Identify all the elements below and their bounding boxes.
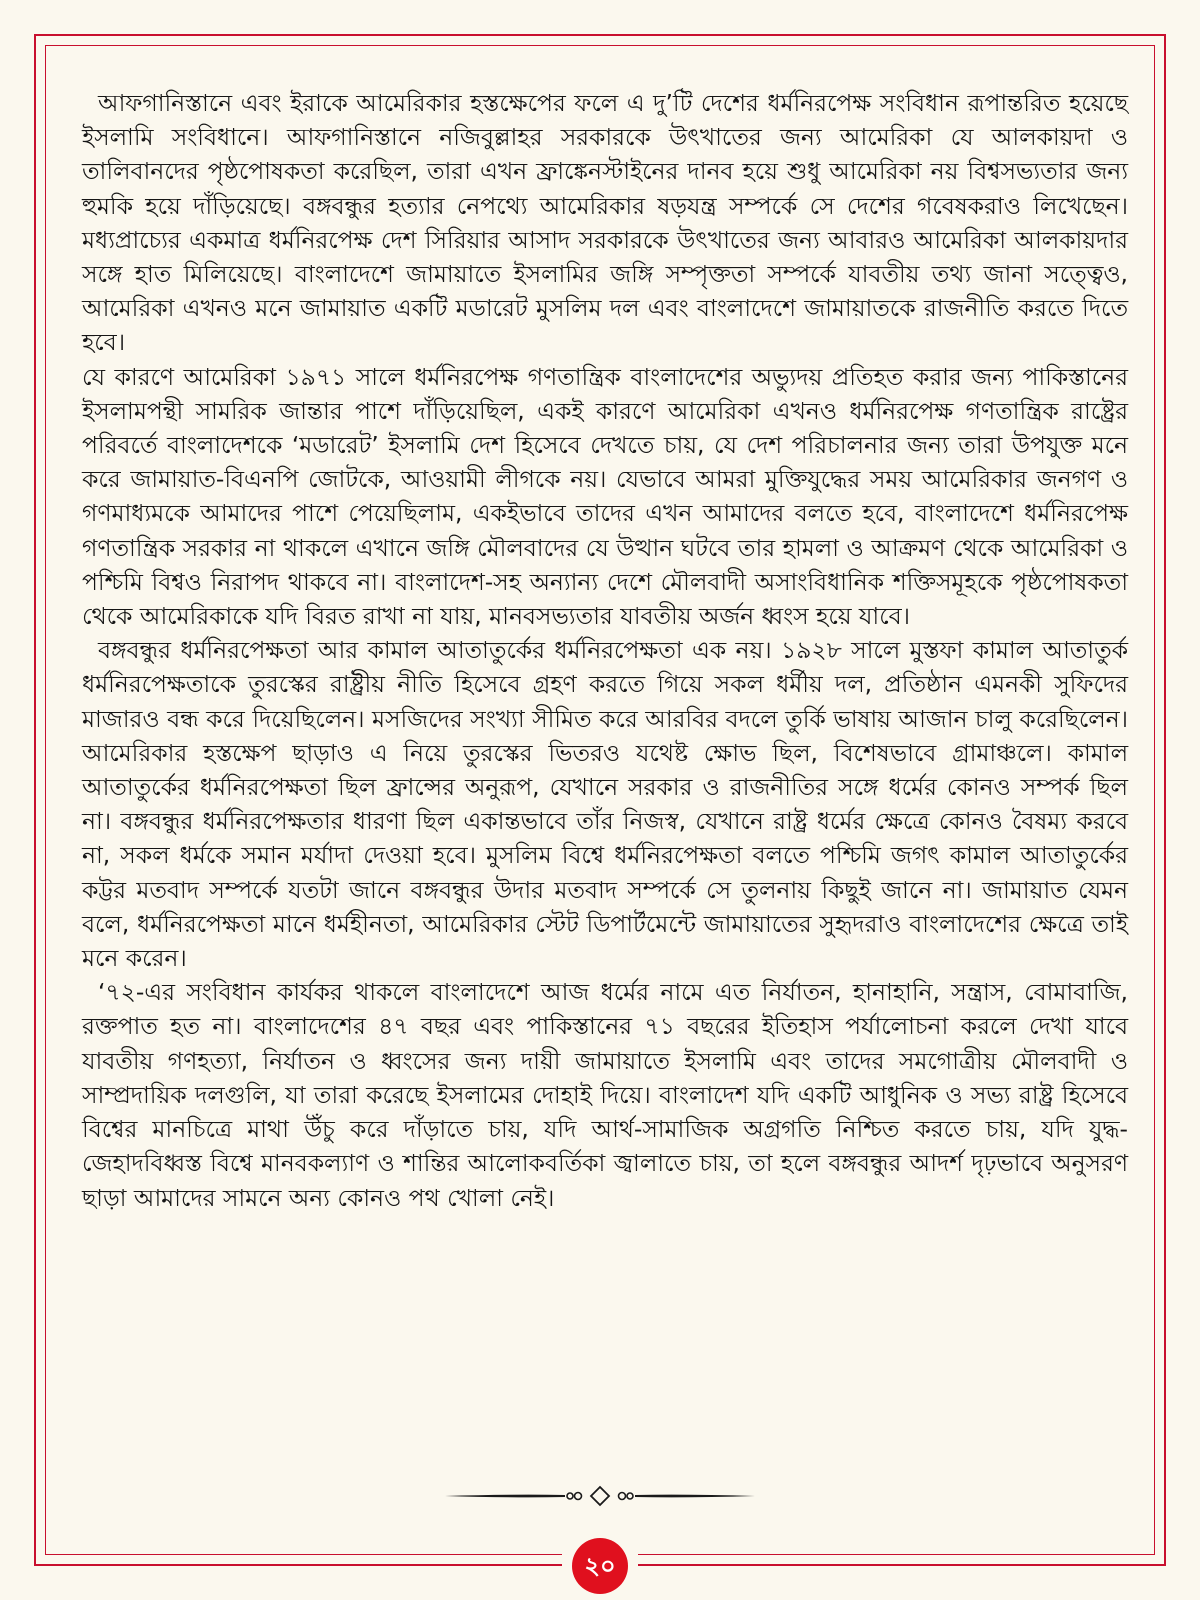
paragraph: ‘৭২-এর সংবিধান কার্যকর থাকলে বাংলাদেশে আজ ধর্মের নামে এত নির্যাতন, হানাহানি, সন্ত্রাস, বোমাবাজি, রক্তপাত হত না। বাংলাদেশের ৪৭ বছর এবং পাকিস্তানের ৭১ বছরের ইতিহাস পর্যালোচনা করলে দেখা যাবে যাবতীয় গণহত্যা, নির্যাতন ও ধ্বংসের জন্য দায়ী জামায়াতে ইসলামি এবং তাদের সমগোত্রীয় মৌলবাদী ও সাম্প্রদায়িক দলগুলি, যা তারা করেছে ইসলামের দোহাই দিয়ে। বাংলাদেশ যদি একটি আধুনিক ও সভ্য রাষ্ট্র হিসেবে বিশ্বের মানচিত্রে মাথা উঁচু করে দাঁড়াতে চায়, যদি আর্থ-সামাজিক অগ্রগতি নিশ্চিত করতে চায়, যদি যুদ্ধ-জেহাদবিধ্বস্ত বিশ্বে মানবকল্যাণ ও শান্তির আলোকবর্তিকা জ্বালাতে চায়, তা হলে বঙ্গবন্ধুর আদর্শ দৃঢ়ভাবে অনুসরণ ছাড়া আমাদের সামনে অন্য কোনও পথ খোলা নেই। xyxy=(82,978,1128,1212)
article-body xyxy=(82,86,1128,1215)
paragraph: যে কারণে আমেরিকা ১৯৭১ সালে ধর্মনিরপেক্ষ গণতান্ত্রিক বাংলাদেশের অভ্যুদয় প্রতিহত করার জন্য পাকিস্তানের ইসলামপন্থী সামরিক জান্তার পাশে দাঁড়িয়েছিল, একই কারণে আমেরিকা এখনও ধর্মনিরপেক্ষ গণতান্ত্রিক রাষ্ট্রের পরিবর্তে বাংলাদেশকে ‘মডারেট’ ইসলামি দেশ হিসেবে দেখতে চায়, যে দেশ পরিচালনার জন্য তারা উপযুক্ত মনে করে জামায়াত-বিএনপি জোটকে, আওয়ামী লীগকে নয়। যেভাবে আমরা মুক্তিযুদ্ধের সময় আমেরিকার জনগণ ও গণমাধ্যমকে আমাদের পাশে পেয়েছিলাম, একইভাবে তাদের এখন আমাদের বলতে হবে, বাংলাদেশে ধর্মনিরপেক্ষ গণতান্ত্রিক সরকার না থাকলে এখানে জঙ্গি মৌলবাদের যে উত্থান ঘটবে তার হামলা ও আক্রমণ থেকে আমেরিকা ও পশ্চিমি বিশ্বও নিরাপদ থাকবে না। বাংলাদেশ-সহ অন্যান্য দেশে মৌলবাদী অসাংবিধানিক শক্তিসমূহকে পৃষ্ঠপোষকতা থেকে আমেরিকাকে যদি বিরত রাখা না যায়, মানবসভ্যতার যাবতীয় অর্জন ধ্বংস হয়ে যাবে। xyxy=(82,362,1128,631)
page-number-badge: ২০ xyxy=(572,1538,628,1594)
paragraph: আফগানিস্তানে এবং ইরাকে আমেরিকার হস্তক্ষেপের ফলে এ দু’টি দেশের ধর্মনিরপেক্ষ সংবিধান রূপান্তরিত হয়েছে ইসলামি সংবিধানে। আফগানিস্তানে নজিবুল্লাহর সরকারকে উৎখাতের জন্য আমেরিকা যে আলকায়দা ও তালিবানদের পৃষ্ঠপোষকতা করেছিল, তারা এখন ফ্রাঙ্কেনস্টাইনের দানব হয়ে শুধু আমেরিকা নয় বিশ্বসভ্যতার জন্য হুমকি হয়ে দাঁড়িয়েছে। বঙ্গবন্ধুর হত্যার নেপথ্যে আমেরিকার ষড়যন্ত্র সম্পর্কে সে দেশের গবেষকরাও লিখেছেন। মধ্যপ্রাচ্যের একমাত্র ধর্মনিরপেক্ষ দেশ সিরিয়ার আসাদ সরকারকে উৎখাতের জন্য আবারও আমেরিকা আলকায়দার সঙ্গে হাত মিলিয়েছে। বাংলাদেশে জামায়াতে ইসলামির জঙ্গি সম্পৃক্ততা সম্পর্কে যাবতীয় তথ্য জানা সত্ত্বেও, আমেরিকা এখনও মনে জামায়াত একটি মডারেট মুসলিম দল এবং বাংলাদেশে জামায়াতকে রাজনীতি করতে দিতে হবে। xyxy=(82,89,1128,357)
divider-ornament-icon xyxy=(443,1484,757,1508)
paragraph: বঙ্গবন্ধুর ধর্মনিরপেক্ষতা আর কামাল আতাতুর্কের ধর্মনিরপেক্ষতা এক নয়। ১৯২৮ সালে মুস্তফা কামাল আতাতুর্ক ধর্মনিরপেক্ষতাকে তুরস্কের রাষ্ট্রীয় নীতি হিসেবে গ্রহণ করতে গিয়ে সকল ধর্মীয় দল, প্রতিষ্ঠান এমনকী সুফিদের মাজারও বন্ধ করে দিয়েছিলেন। মসজিদের সংখ্যা সীমিত করে আরবির বদলে তুর্কি ভাষায় আজান চালু করেছিলেন। আমেরিকার হস্তক্ষেপ ছাড়াও এ নিয়ে তুরস্কের ভিতরও যথেষ্ট ক্ষোভ ছিল, বিশেষভাবে গ্রামাঞ্চলে। কামাল আতাতুর্কের ধর্মনিরপেক্ষতা ছিল ফ্রান্সের অনুরূপ, যেখানে সরকার ও রাজনীতির সঙ্গে ধর্মের কোনও সম্পর্ক ছিল না। বঙ্গবন্ধুর ধর্মনিরপেক্ষতার ধারণা ছিল একান্তভাবে তাঁর নিজস্ব, যেখানে রাষ্ট্র ধর্মের ক্ষেত্রে কোনও বৈষম্য করবে না, সকল ধর্মকে সমান মর্যাদা দেওয়া হবে। মুসলিম বিশ্বে ধর্মনিরপেক্ষতা বলতে পশ্চিমি জগৎ কামাল আতাতুর্কের কট্টর মতবাদ সম্পর্কে যতটা জানে বঙ্গবন্ধুর উদার মতবাদ সম্পর্কে সে তুলনায় কিছুই জানে না। জামায়াত যেমন বলে, ধর্মনিরপেক্ষতা মানে ধর্মহীনতা, আমেরিকার স্টেট ডিপার্টমেন্টে জামায়াতের সুহৃদরাও বাংলাদেশের ক্ষেত্রে তাই মনে করেন। xyxy=(82,636,1128,973)
